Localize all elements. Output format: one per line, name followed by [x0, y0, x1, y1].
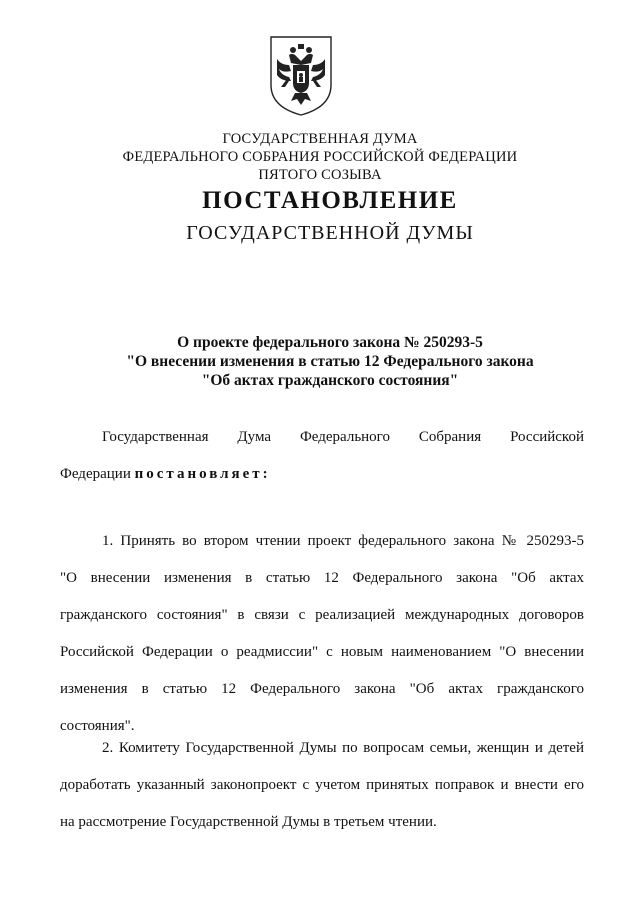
paragraph-1-line-2: "О внесении изменения в статью 12 Федерального закона "Об актах [60, 570, 584, 586]
paragraph-2-line-3: на рассмотрение Государственной Думы в третьем чтении. [60, 814, 437, 830]
subject-line-1: О проекте федерального закона № 250293-5 [177, 334, 483, 351]
paragraph-1-line-4: Российской Федерации о реадмиссии" с новым наименованием "О внесении [60, 644, 584, 660]
header-line-1: ГОСУДАРСТВЕННАЯ ДУМА [222, 131, 418, 147]
document-title: ПОСТАНОВЛЕНИЕ [202, 187, 458, 214]
coat-of-arms-emblem [269, 35, 333, 117]
preamble-line-1: Государственная Дума Федерального Собрания Российской [102, 429, 584, 445]
resolution-subject [60, 333, 600, 390]
paragraph-1-line-5: изменения в статью 12 Федерального закона "Об актах гражданского [60, 681, 584, 697]
header-line-3: ПЯТОГО СОЗЫВА [258, 167, 382, 183]
preamble [60, 426, 584, 485]
subject-line-2: "О внесении изменения в статью 12 Федерального закона [126, 353, 534, 370]
paragraph-1-line-6: состояния". [60, 718, 135, 734]
subject-line-3: "Об актах гражданского состояния" [201, 372, 459, 389]
preamble-emphasis: постановляет: [134, 466, 271, 482]
paragraph-2 [60, 737, 584, 833]
document-subtitle: ГОСУДАРСТВЕННОЙ ДУМЫ [186, 222, 474, 244]
paragraph-1-line-1: 1. Принять во втором чтении проект федерального закона № 250293-5 [102, 533, 584, 549]
issuer-header [60, 130, 580, 184]
paragraph-1 [60, 530, 584, 737]
preamble-line-2 [60, 463, 584, 485]
header-line-2: ФЕДЕРАЛЬНОГО СОБРАНИЯ РОССИЙСКОЙ ФЕДЕРАЦИИ [122, 149, 518, 165]
paragraph-1-line-3: гражданского состояния" в связи с реализацией международных договоров [60, 607, 584, 623]
paragraph-2-line-1: 2. Комитету Государственной Думы по вопросам семьи, женщин и детей [102, 740, 584, 756]
preamble-prefix: Федерации [60, 466, 135, 482]
paragraph-2-line-2: доработать указанный законопроект с учетом принятых поправок и внести его [60, 777, 584, 793]
